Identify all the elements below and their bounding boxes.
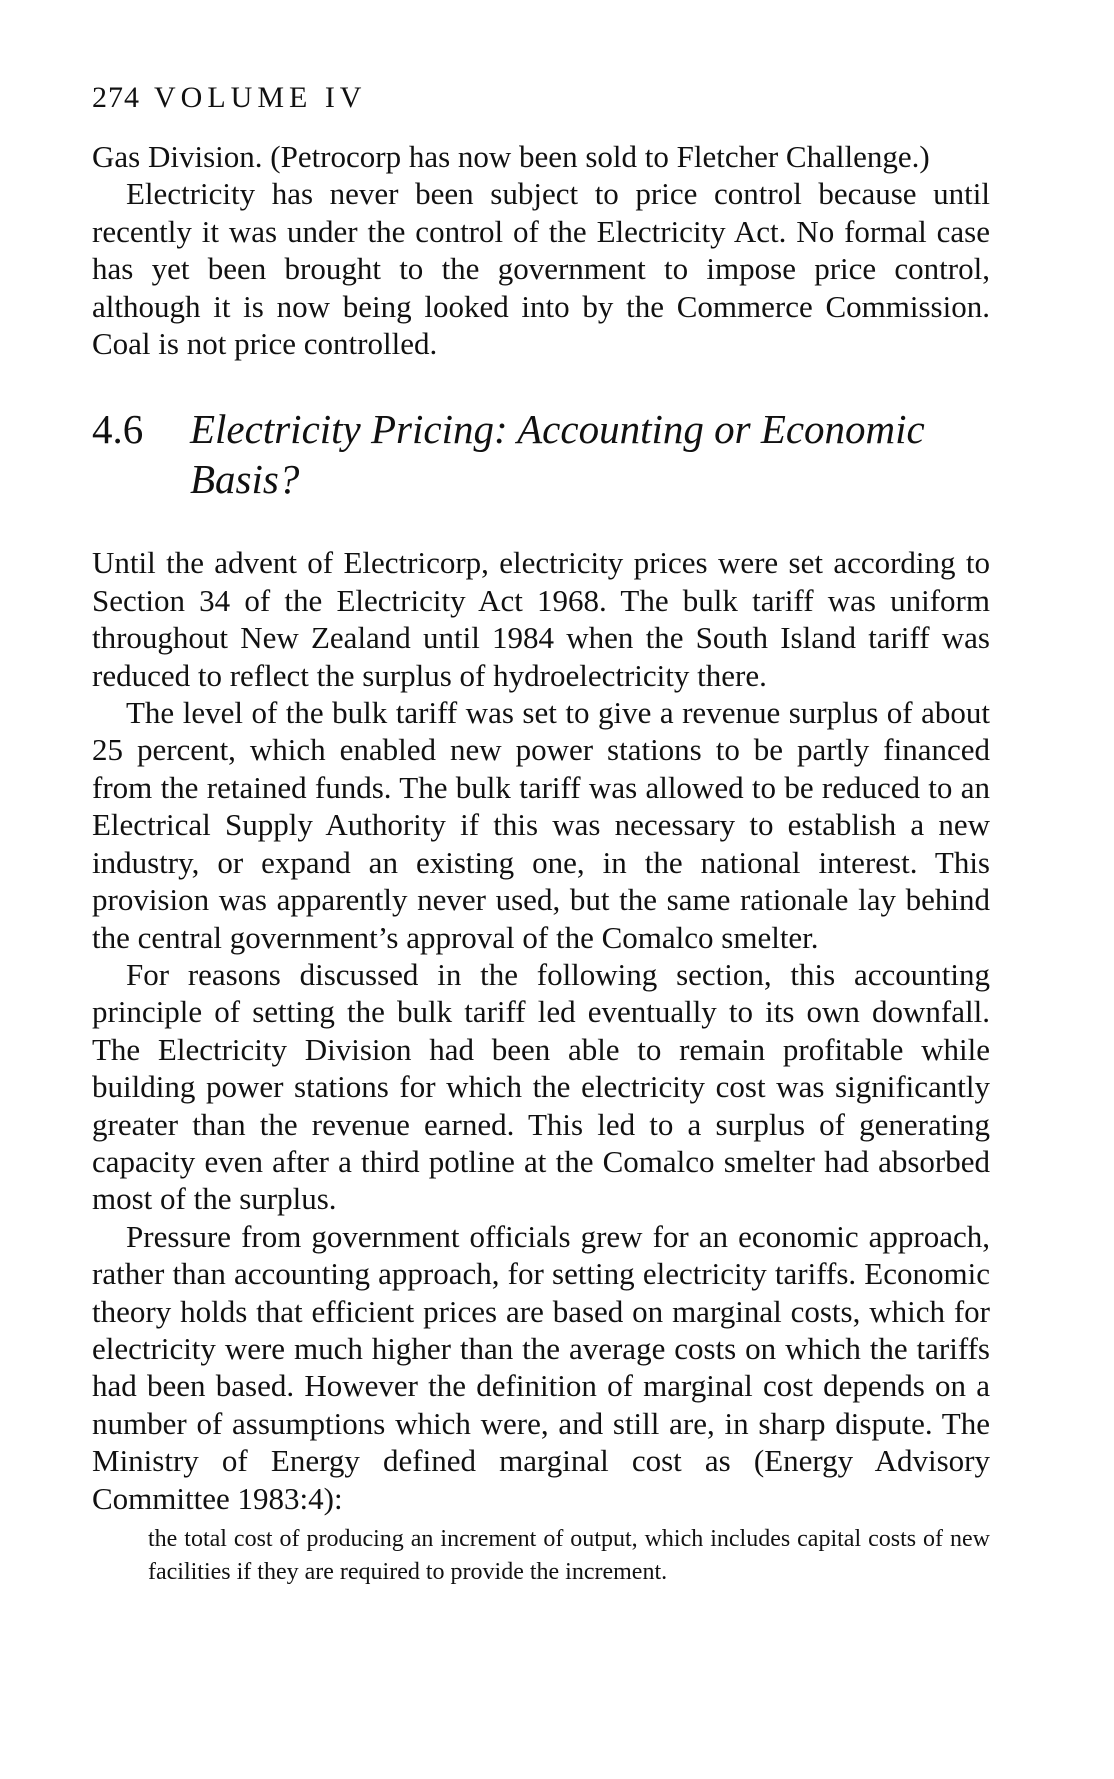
paragraph-price-control: Electricity has never been subject to price control because until recently it was under the control of the Electricity Act. No formal case has yet been brought to the government to impose price control, although it is now being looked into by the Commerce Commission. Coal is not price controlled. (92, 176, 990, 362)
section-heading (92, 404, 990, 504)
page-number: 274 (92, 81, 140, 114)
paragraph-electricorp: Until the advent of Electricorp, electricity prices were set according to Section 34 of the Electricity Act 1968. The bulk tariff was uniform throughout New Zealand until 1984 when the South Island tariff was reduced to reflect the surplus of hydroelectricity there. (92, 545, 990, 693)
body-text-before-heading (92, 138, 990, 362)
section-title: Electricity Pricing: Accounting or Economic Basis? (190, 406, 925, 503)
paragraph-continuation: Gas Division. (Petrocorp has now been sold to Fletcher Challenge.) (92, 139, 930, 174)
section-number: 4.6 (92, 406, 144, 453)
paragraph-accounting-principle: For reasons discussed in the following section, this accounting principle of setting the bulk tariff led eventually to its own downfall. The Electricity Division had been able to remain profitable while building power stations for which the electricity cost was significantly greater than the revenue earned. This led to a surplus of generating capacity even after a third potline at the Comalco smelter had absorbed most of the surplus. (92, 956, 990, 1217)
running-title: VOLUME IV (154, 81, 367, 114)
paragraph-economic-approach: Pressure from government officials grew for an economic approach, rather than accounting approach, for setting electricity tariffs. Economic theory holds that efficient prices are based on marginal costs, which for electricity were much higher than the average costs on which the tariffs had been based. However the definition of marginal cost depends on a number of assumptions which were, and still are, in sharp dispute. The Ministry of Energy defined marginal cost as (Energy Advisory Committee 1983:4): (92, 1218, 990, 1516)
book-page (92, 78, 990, 1589)
running-head (92, 78, 990, 118)
block-quote-marginal-cost: the total cost of producing an increment of output, which includes capital costs of new facilities if they are required to provide the increment. (148, 1526, 990, 1585)
paragraph-bulk-tariff: The level of the bulk tariff was set to give a revenue surplus of about 25 percent, which enabled new power stations to be partly financed from the retained funds. The bulk tariff was allowed to be reduced to an Electrical Supply Authority if this was necessary to establish a new industry, or expand an existing one, in the national interest. This provision was apparently never used, but the same rationale lay behind the central government’s approval of the Comalco smelter. (92, 695, 990, 955)
body-text-after-heading (92, 544, 990, 1517)
